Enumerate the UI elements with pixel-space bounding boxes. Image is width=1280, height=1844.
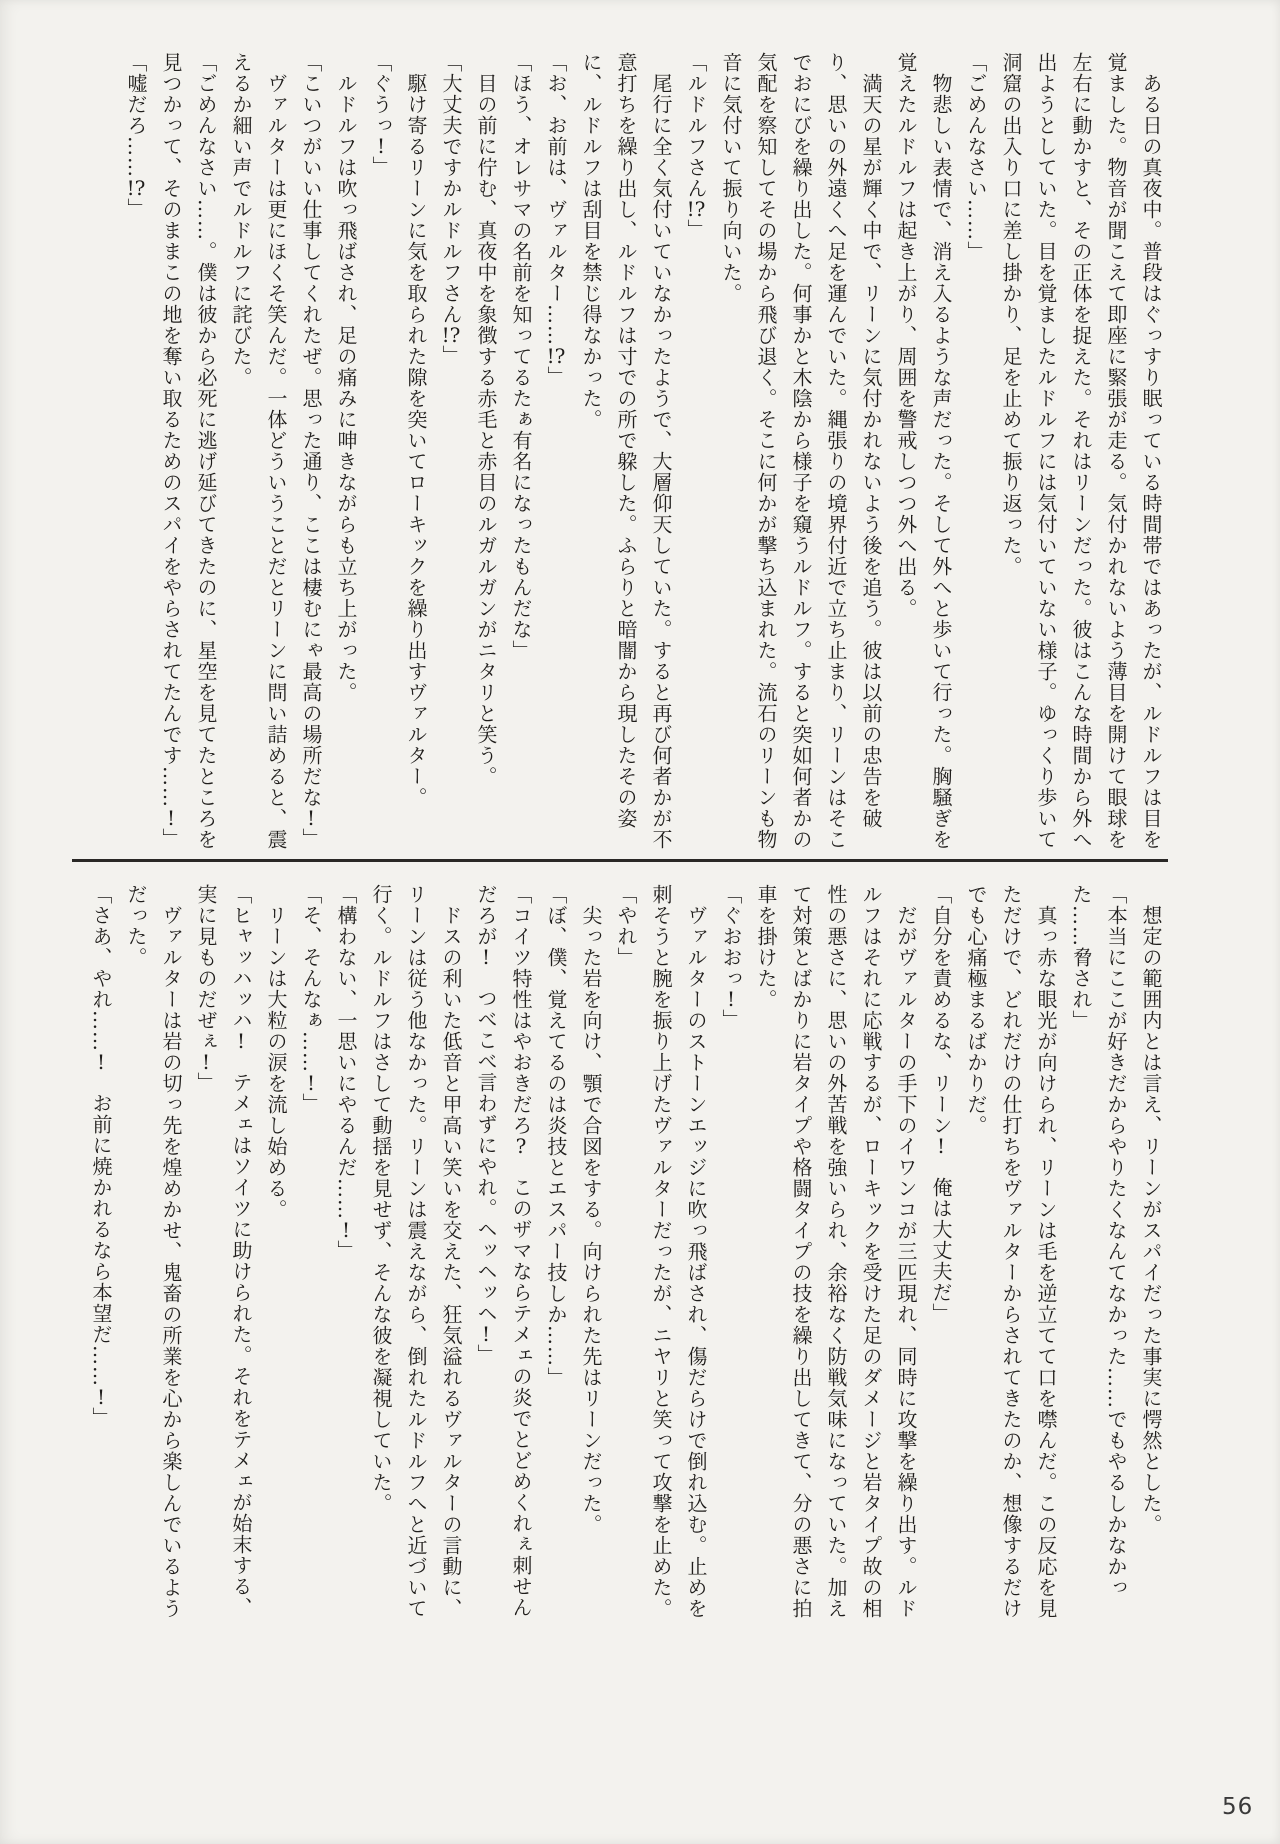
paragraph: 「嘘だろ……!?」 xyxy=(124,52,148,219)
paragraph: 「そ、そんなぁ……!」 xyxy=(299,884,323,1114)
top-text-block xyxy=(76,52,1168,852)
paragraph: ヴァルターのストーンエッジに吹っ飛ばされ、傷だらけで倒れ込む。止めを刺そうと腕を振り上げたヴァルターだったが、ニヤリと笑って攻撃を止めた。 xyxy=(649,884,708,1619)
paragraph: ヴァルターは更にほくそ笑んだ。一体どういうことだとリーンに問い詰めると、震えるか細い声でルドルフに詫びた。 xyxy=(229,52,288,850)
paragraph: 尖った岩を向け、顎で合図をする。向けられた先はリーンだった。 xyxy=(579,884,603,1535)
paragraph: 「大丈夫ですかルドルフさん!?」 xyxy=(439,52,463,366)
paragraph: 「ぼ、僕、覚えてるのは炎技とエスパー技しか……」 xyxy=(544,884,568,1388)
paragraph: 物悲しい表情で、消え入るような声だった。そして外へと歩いて行った。胸騒ぎを覚えたルドルフは起き上がり、周囲を警戒しつつ外へ出る。 xyxy=(894,52,953,850)
paragraph: ルドルフは吹っ飛ばされ、足の痛みに呻きながらも立ち上がった。 xyxy=(334,52,358,703)
paragraph: 「ぐおおっ!」 xyxy=(719,884,743,1030)
paragraph: 「自分を責めるな、リーン! 俺は大丈夫だ」 xyxy=(929,884,953,1324)
paragraph: 「ヒャッハッハ! テメェはソイツに助けられた。それをテメェが始末する、実に見ものだぜぇ!」 xyxy=(194,884,253,1618)
paragraph: 尾行に全く気付いていなかったようで、大層仰天していた。すると再び何者かが不意打ちを繰り出し、ルドルフは寸での所で躱した。ふらりと暗闇から現したその姿に、ルドルフは刮目を禁じ得なかった。 xyxy=(579,52,673,850)
paragraph: 「ルドルフさん!?」 xyxy=(684,52,708,240)
paragraph: 満天の星が輝く中で、リーンに気付かれないよう後を追う。彼は以前の忠告を破り、思いの外遠くへ足を運んでいた。縄張りの境界付近で立ち止まり、リーンはそこでおにびを繰り出した。何事かと木陰から様子を窺うルドルフ。すると突如何者かの気配を察知してその場から飛び退く。そこに何かが撃ち込まれた。流石のリーンも物音に気付いて振り向いた。 xyxy=(719,52,883,850)
paragraph: 駆け寄るリーンに気を取られた隙を突いてローキックを繰り出すヴァルター。 xyxy=(404,52,428,808)
paragraph: 目の前に佇む、真夜中を象徴する赤毛と赤目のルガルガンがニタリと笑う。 xyxy=(474,52,498,787)
paragraph: 「さあ、やれ……! お前に焼かれるなら本望だ……!」 xyxy=(89,884,113,1428)
bottom-text-block xyxy=(76,884,1168,1634)
paragraph: だがヴァルターの手下のイワンコが三匹現れ、同時に攻撃を繰り出す。ルドルフはそれに応戦するが、ローキックを受けた足のダメージと岩タイプ故の相性の悪さに、思いの外苦戦を強いられ、余裕なく防戦気味になっていた。加えて対策とばかりに岩タイプや格闘タイプの技を繰り出してきて、分の悪さに拍車を掛けた。 xyxy=(754,884,918,1619)
paragraph: 「こいつがいい仕事してくれたぜ。思った通り、ここは棲むにゃ最高の場所だな!」 xyxy=(299,52,323,849)
paragraph: 真っ赤な眼光が向けられ、リーンは毛を逆立てて口を噤んだ。この反応を見ただけで、どれだけの仕打ちをヴァルターからされてきたのか、想像するだけでも心痛極まるばかりだ。 xyxy=(964,884,1058,1619)
paragraph: ある日の真夜中。普段はぐっすり眠っている時間帯ではあったが、ルドルフは目を覚ました。物音が聞こえて即座に緊張が走る。気付かれないよう薄目を開けて眼球を左右に動かすと、その正体を捉えた。それはリーンだった。彼はこんな時間から外へ出ようとしていた。目を覚ましたルドルフには気付いていない様子。ゆっくり歩いて洞窟の出入り口に差し掛かり、足を止めて振り返った。 xyxy=(999,52,1163,850)
paragraph: ドスの利いた低音と甲高い笑いを交えた、狂気溢れるヴァルターの言動に、リーンは従う他なかった。リーンは震えながら、倒れたルドルフへと近づいて行く。ルドルフはさして動揺を見せず、そんな彼を凝視していた。 xyxy=(369,884,463,1619)
paragraph: 「構わない、一思いにやるんだ……!」 xyxy=(334,884,358,1261)
paragraph: 「本当にここが好きだからやりたくなんてなかった……でもやるしかなかった……脅され」 xyxy=(1069,884,1128,1598)
paragraph: 「お、お前は、ヴァルター……!?」 xyxy=(544,52,568,387)
page-number: 56 xyxy=(1222,1794,1254,1820)
paragraph: 「やれ」 xyxy=(614,884,638,968)
section-divider-rule xyxy=(72,859,1168,862)
paragraph: 「ごめんなさい……」 xyxy=(964,52,988,262)
paragraph: ヴァルターは岩の切っ先を煌めかせ、鬼畜の所業を心から楽しんでいるようだった。 xyxy=(124,884,183,1619)
paragraph: 「ぐうっ!」 xyxy=(369,52,393,177)
paragraph: 「コイツ特性はやおきだろ? このザマならテメェの炎でとどめくれぇ刺せんだろが! つべこべ言わずにやれ。ヘッヘッヘ!」 xyxy=(474,884,533,1618)
paragraph: 想定の範囲内とは言え、リーンがスパイだった事実に愕然とした。 xyxy=(1139,884,1163,1535)
paragraph: 「ほう、オレサマの名前を知ってるたぁ有名になったもんだな」 xyxy=(509,52,533,661)
paragraph: 「ごめんなさい……。僕は彼から必死に逃げ延びてきたのに、星空を見てたところを見つかって、そのままこの地を奪い取るためのスパイをやらされてたんです……!」 xyxy=(159,52,218,850)
paragraph: リーンは大粒の涙を流し始める。 xyxy=(264,884,288,1220)
